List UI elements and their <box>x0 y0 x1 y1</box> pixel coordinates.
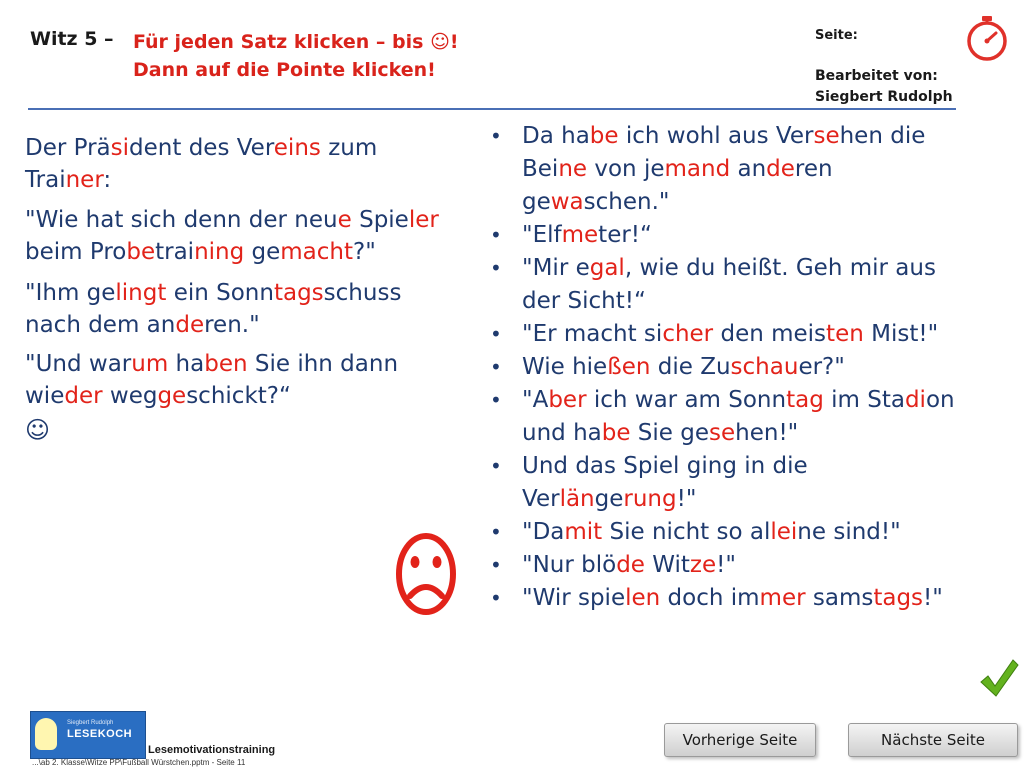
highlighted-syllable: de <box>175 312 205 338</box>
text-segment: ?" <box>353 239 376 265</box>
frown-face-icon <box>395 528 457 620</box>
text-segment: die Zu <box>650 354 731 380</box>
highlighted-syllable: tags <box>273 280 324 306</box>
text-segment: zum Trai <box>25 135 378 193</box>
punchline-option[interactable] <box>488 450 958 516</box>
footer-title: Lesemotivationstraining <box>148 744 276 756</box>
highlighted-syllable: ge <box>157 383 187 409</box>
highlighted-syllable: se <box>709 420 736 446</box>
dialogue-answer[interactable] <box>25 277 445 341</box>
highlighted-syllable: ber <box>548 387 587 413</box>
text-segment: schickt?“ <box>186 383 291 409</box>
highlighted-syllable: mand <box>664 156 731 182</box>
highlighted-syllable: ßen <box>607 354 651 380</box>
footer-file-path: ...\ab 2. Klasse\Witze PP\Fußball Würstchen.pptm - Seite 11 <box>32 758 246 767</box>
highlighted-syllable: ben <box>204 351 248 377</box>
text-segment: ne sind!" <box>797 519 901 545</box>
text-segment: : <box>103 167 112 193</box>
highlighted-syllable: lingt <box>115 280 167 306</box>
text-segment: ter!“ <box>598 222 652 248</box>
highlighted-syllable: be <box>589 123 619 149</box>
highlighted-syllable: se <box>813 123 840 149</box>
highlighted-syllable: di <box>904 387 926 413</box>
text-segment: "Da <box>522 519 565 545</box>
punchline-option[interactable] <box>488 549 958 582</box>
edited-by-label: Bearbeitet von: <box>815 68 938 84</box>
text-segment: Da ha <box>522 123 590 149</box>
highlighted-syllable: mit <box>564 519 603 545</box>
text-segment: dent des Ver <box>129 135 274 161</box>
text-segment: ha <box>168 351 205 377</box>
highlighted-syllable: ze <box>689 552 717 578</box>
logo-big-text: LESEKOCH <box>67 728 133 740</box>
highlighted-syllable: län <box>559 486 595 512</box>
highlighted-syllable: tags <box>873 585 924 611</box>
text-segment: trai <box>155 239 195 265</box>
text-segment: !" <box>676 486 697 512</box>
highlighted-syllable: eins <box>273 135 321 161</box>
text-segment: hen die Bei <box>522 123 926 182</box>
text-segment: sams <box>805 585 874 611</box>
punchline-options-list <box>488 120 958 615</box>
text-segment: an <box>730 156 767 182</box>
text-segment: Und das Spiel ging in die Ver <box>522 453 808 512</box>
text-segment: ge <box>244 239 281 265</box>
logo-small-text: Siegbert Rudolph <box>67 720 114 726</box>
text-segment: Wie hie <box>522 354 608 380</box>
instruction-emoji: ☺! <box>430 31 459 53</box>
text-segment: Sie nicht so al <box>602 519 771 545</box>
text-segment: Sie ihn dann wie <box>25 351 399 409</box>
highlighted-syllable: wa <box>550 189 584 215</box>
text-segment: "A <box>522 387 549 413</box>
punchline-option[interactable] <box>488 219 958 252</box>
text-segment: hen!" <box>735 420 799 446</box>
text-segment: ge <box>594 486 624 512</box>
instruction-line-1: Für jeden Satz klicken – bis <box>133 31 431 53</box>
highlighted-syllable: ning <box>194 239 245 265</box>
text-segment: Sie ge <box>630 420 710 446</box>
highlighted-syllable: si <box>110 135 130 161</box>
highlighted-syllable: be <box>126 239 156 265</box>
text-segment: ren." <box>204 312 260 338</box>
bulb-logo-icon <box>35 718 57 750</box>
punchline-option[interactable] <box>488 384 958 450</box>
punchline-option[interactable] <box>488 318 958 351</box>
lesekoch-logo <box>30 711 146 759</box>
text-segment: ich wohl aus Ver <box>618 123 814 149</box>
text-segment: , wie du heißt. Geh mir aus der Sicht!“ <box>522 255 936 314</box>
highlighted-syllable: be <box>601 420 631 446</box>
text-segment: Mist!" <box>863 321 939 347</box>
text-segment: doch im <box>660 585 760 611</box>
instruction-line-2: Dann auf die Pointe klicken! <box>133 59 436 81</box>
text-segment: Wit <box>644 552 690 578</box>
text-segment: Der Prä <box>25 135 111 161</box>
text-segment: ich war am Sonn <box>586 387 787 413</box>
text-segment: ein Sonn <box>166 280 274 306</box>
dialogue-intro[interactable] <box>25 132 445 196</box>
text-segment: "Ihm ge <box>25 280 116 306</box>
highlighted-syllable: rung <box>623 486 677 512</box>
text-segment: weg <box>102 383 158 409</box>
highlighted-syllable: de <box>766 156 795 182</box>
highlighted-syllable: gal <box>589 255 625 281</box>
highlighted-syllable: ner <box>65 167 104 193</box>
author-block <box>815 66 953 108</box>
text-segment: "Wir spie <box>522 585 626 611</box>
page-label: Seite: <box>815 28 858 43</box>
text-segment: "Wie hat sich denn der neu <box>25 207 338 233</box>
highlighted-syllable: um <box>131 351 169 377</box>
highlighted-syllable: cher <box>662 321 714 347</box>
punchline-option[interactable] <box>488 252 958 318</box>
stopwatch-icon[interactable] <box>963 14 1011 62</box>
dialogue-smiley: ☺ <box>25 416 51 444</box>
previous-page-button[interactable]: Vorherige Seite <box>664 723 816 757</box>
author-name: Siegbert Rudolph <box>815 89 953 105</box>
punchline-option[interactable] <box>488 582 958 615</box>
highlighted-syllable: schau <box>730 354 799 380</box>
highlighted-syllable: me <box>561 222 599 248</box>
highlighted-syllable: e <box>337 207 352 233</box>
text-segment: schen." <box>583 189 670 215</box>
highlighted-syllable: mer <box>759 585 806 611</box>
text-segment: !" <box>923 585 943 611</box>
highlighted-syllable: ne <box>558 156 588 182</box>
highlighted-syllable: lei <box>770 519 798 545</box>
highlighted-syllable: ten <box>826 321 864 347</box>
text-segment: er?" <box>798 354 845 380</box>
next-page-button[interactable]: Nächste Seite <box>848 723 1018 757</box>
highlighted-syllable: de <box>616 552 645 578</box>
text-segment: beim Pro <box>25 239 127 265</box>
text-segment: schuss nach dem an <box>25 280 402 338</box>
text-segment: !" <box>716 552 736 578</box>
punchline-option[interactable] <box>488 516 958 549</box>
highlighted-syllable: der <box>64 383 103 409</box>
dialogue-question[interactable] <box>25 204 445 268</box>
text-segment: "Und war <box>25 351 132 377</box>
header-divider <box>28 108 956 110</box>
highlighted-syllable: tag <box>786 387 824 413</box>
highlighted-syllable: macht <box>280 239 354 265</box>
text-segment: den meis <box>713 321 827 347</box>
text-segment: Spie <box>351 207 409 233</box>
text-segment: ren ge <box>522 156 833 215</box>
instruction-text <box>133 28 459 84</box>
text-segment: "Nur blö <box>522 552 617 578</box>
checkmark-icon[interactable] <box>978 656 1020 700</box>
highlighted-syllable: ler <box>408 207 439 233</box>
text-segment: "Er macht si <box>522 321 663 347</box>
highlighted-syllable: len <box>625 585 661 611</box>
punchline-option[interactable] <box>488 351 958 384</box>
text-segment: von je <box>587 156 665 182</box>
text-segment: on und ha <box>522 387 955 446</box>
joke-number-label: Witz 5 – <box>30 28 114 50</box>
dialogue-followup[interactable] <box>25 348 445 412</box>
text-segment: "Mir e <box>522 255 590 281</box>
text-segment: "Elf <box>522 222 562 248</box>
text-segment: im Sta <box>823 387 905 413</box>
punchline-option[interactable] <box>488 120 958 219</box>
